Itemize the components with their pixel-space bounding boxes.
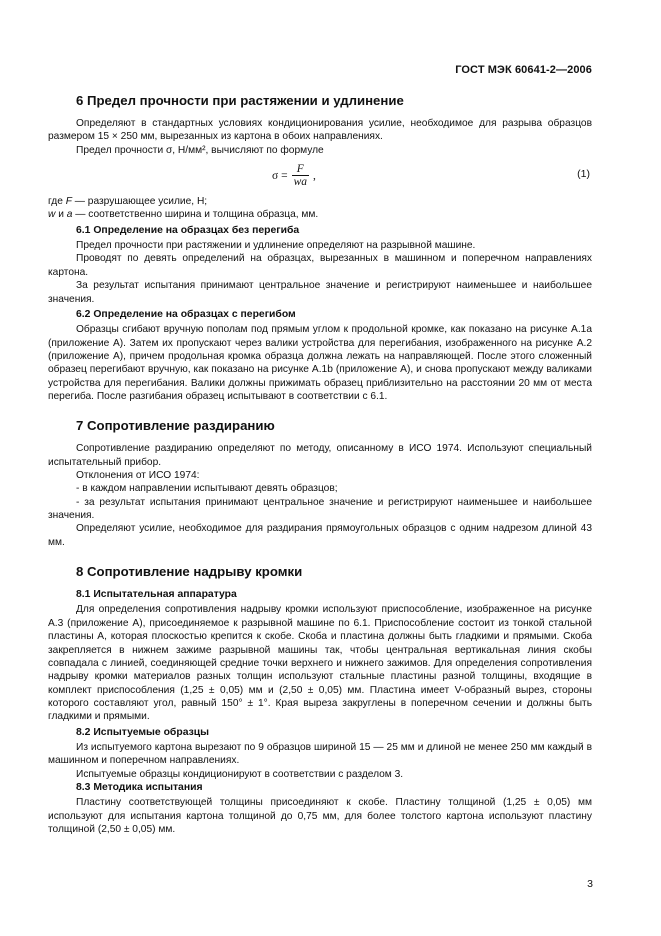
- subsection-8-3-paragraph-1: Пластину соответствующей толщины присоединяют к скобе. Пластину толщиной (1,25 ± 0,05) мм используют для испытания картона толщиной до 0,75 мм, для более толстого картона используют пластину толщиной (2,50 ± 0,05) мм.: [48, 797, 592, 836]
- page-number: 3: [587, 878, 593, 890]
- section-6-paragraph-2: Предел прочности σ, Н/мм², вычисляют по формуле: [76, 144, 324, 156]
- formula-denominator: wa: [293, 176, 307, 189]
- formula-1: [48, 157, 592, 195]
- formula-numerator: F: [296, 163, 304, 176]
- formula-expression: [272, 163, 316, 188]
- subsection-6-2-title: 6.2 Определение на образцах с перегибом: [76, 308, 296, 320]
- formula-fraction: [292, 163, 309, 188]
- subsection-8-2-paragraph-1: Из испытуемого картона вырезают по 9 образцов шириной 15 — 25 мм и длиной не менее 250 мм каждый в машинном и поперечном направлениях.: [48, 741, 592, 767]
- section-7-paragraph-1: Сопротивление раздиранию определяют по методу, описанному в ИСО 1974. Используют специальный испытательный прибор.: [48, 443, 592, 468]
- formula-tail: ,: [312, 169, 316, 182]
- subsection-6-2-paragraph-1: Образцы сгибают вручную пополам под прямым углом к продольной кромке, как показано на рисунке А.1а (приложение А). Затем их пропускают через валики устройства для перегибания, изображенного на рисунке А.2 (приложение А), причем продольная кромка образца должна лежать на направляющей. После этого сложенный образец перегибают вручную, как показано на рисунке А.1b (приложение А), и снова пропускают между валиками устройства для перегибания. Валики должны прижимать образец приблизительно на расстоянии 20 мм от места перегиба. После разгибания образец испытывают в соответствии с 6.1.: [48, 324, 592, 402]
- formula-lhs: σ =: [272, 169, 288, 182]
- section-8-title: 8 Сопротивление надрыву кромки: [76, 564, 303, 580]
- formula-number: (1): [577, 168, 590, 181]
- section-6-paragraph-1: Определяют в стандартных условиях кондиционирования усилие, необходимое для разрыва образцов размером 15 × 250 мм, вырезанных из картона в обоих направлениях.: [48, 118, 592, 143]
- section-7-paragraph-2: Отклонения от ИСО 1974:: [76, 470, 200, 481]
- section-7-title: 7 Сопротивление раздиранию: [76, 418, 275, 434]
- section-6-title: 6 Предел прочности при растяжении и удлинение: [76, 93, 404, 108]
- where-line-2: w и a — соответственно ширина и толщина образца, мм.: [48, 209, 319, 221]
- subsection-8-1-title: 8.1 Испытательная аппаратура: [76, 589, 237, 601]
- subsection-6-1-paragraph-3: За результат испытания принимают центральное значение и регистрируют наименьшее и наибольшее значения.: [48, 280, 592, 305]
- subsection-8-3-title: 8.3 Методика испытания: [76, 782, 203, 793]
- section-7-list-item-1: - в каждом направлении испытывают девять образцов;: [76, 483, 338, 495]
- subsection-8-2-title: 8.2 Испытуемые образцы: [76, 726, 210, 738]
- subsection-6-1-paragraph-1: Предел прочности при растяжении и удлинение определяют на разрывной машине.: [76, 240, 476, 252]
- subsection-8-2-paragraph-2: Испытуемые образцы кондиционируют в соответствии с разделом 3.: [76, 768, 404, 780]
- page-content: [48, 62, 592, 836]
- subsection-6-1-paragraph-2: Проводят по девять определений на образцах, вырезанных в машинном и поперечном направлениях картона.: [48, 253, 592, 278]
- where-line-1: где F — разрушающее усилие, Н;: [48, 196, 208, 208]
- subsection-6-1-title: 6.1 Определение на образцах без перегиба: [76, 224, 300, 236]
- section-7-list-item-2: - за результат испытания принимают центральное значение и регистрируют наименьшее и наибольшее значения.: [48, 496, 592, 522]
- subsection-8-1-paragraph-1: Для определения сопротивления надрыву кромки используют приспособление, изображенное на рисунке А.3 (приложение А), присоединяемое к разрывной машине по 6.1. Приспособление состоит из тонкой стальной пластины А, которая плоскостью крепится к скобе. Скоба и пластина должны быть гладкими и прямыми. Скоба закрепляется в нижнем зажиме разрывной машины так, чтобы центральная вертикальная линия скобы совпадала с линией, соединяющей средние точки верхнего и нижнего зажимов. Для определения сопротивления надрыву кромки материалов разных толщин используют стальные пластины разной толщины, входящие в комплект приспособления (1,25 ± 0,05) мм и (2,50 ± 0,05) мм. Пластина имеет V-образный вырез, стороны которого составляют угол, равный 150° ± 1°. Края выреза закруглены в поперечном сечении и должны быть гладкими и прямыми.: [48, 604, 592, 723]
- document-code-header: ГОСТ МЭК 60641-2—2006: [455, 64, 592, 76]
- section-7-paragraph-5: Определяют усилие, необходимое для раздирания прямоугольных образцов с одним надрезом длиной 43 мм.: [48, 523, 592, 548]
